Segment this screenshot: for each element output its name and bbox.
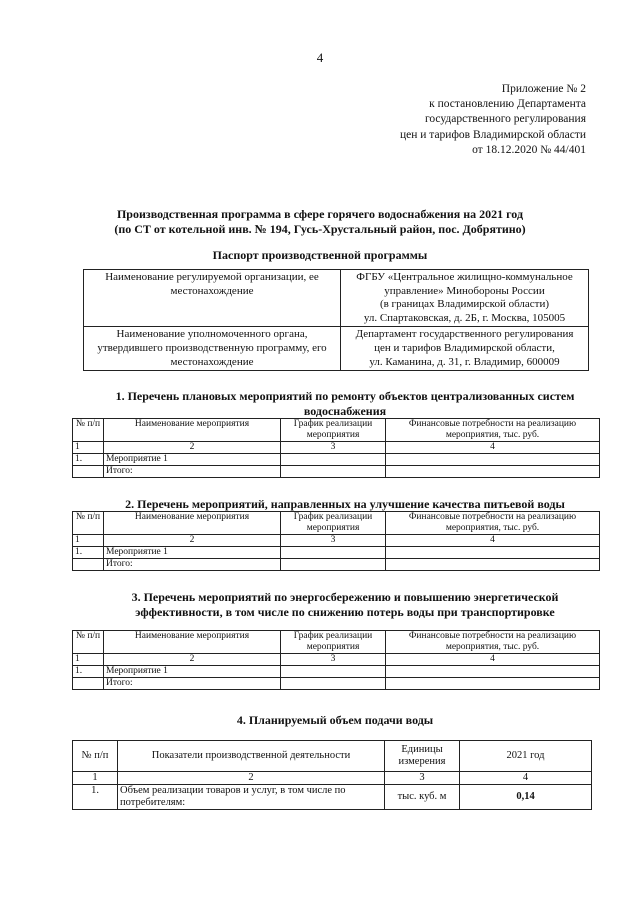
appendix-line: Приложение № 2: [501, 83, 586, 95]
col-header: График реализации мероприятия: [281, 512, 386, 535]
col-header: 2021 год: [460, 741, 592, 772]
col-header: Единицы измерения: [385, 741, 460, 772]
section4-table: [72, 740, 592, 810]
col-header: График реализации мероприятия: [281, 419, 386, 442]
col-header: Наименование мероприятия: [104, 512, 281, 535]
total-label: Итого:: [104, 559, 281, 571]
row-value: 0,14: [460, 785, 592, 810]
document-title: [0, 207, 640, 237]
empty-cell: [386, 466, 600, 478]
passport-label: Наименование уполномоченного органа, утвердившего производственную программу, его местонахождение: [84, 327, 341, 371]
section1-table: [72, 418, 600, 478]
appendix-line: цен и тарифов Владимирской области: [399, 128, 586, 141]
value-line: ул. Каманина, д. 31, г. Владимир, 600009: [369, 355, 560, 368]
col-number: 3: [281, 535, 386, 547]
empty-cell: [386, 547, 600, 559]
appendix-line: к постановлению Департамента: [429, 98, 586, 111]
appendix-note: [400, 82, 586, 158]
table-row: [73, 442, 600, 454]
col-header: Наименование мероприятия: [104, 631, 281, 654]
col-number: 2: [118, 772, 385, 785]
row-number: 1.: [73, 785, 118, 810]
empty-cell: [73, 466, 104, 478]
table-header-row: [73, 631, 600, 654]
empty-cell: [73, 559, 104, 571]
col-header: Финансовые потребности на реализацию мероприятия, тыс. руб.: [386, 419, 600, 442]
table-row: [73, 466, 600, 478]
empty-cell: [281, 666, 386, 678]
col-header: Финансовые потребности на реализацию мероприятия, тыс. руб.: [386, 512, 600, 535]
col-number: 4: [386, 654, 600, 666]
empty-cell: [386, 454, 600, 466]
col-header: Наименование мероприятия: [104, 419, 281, 442]
table-row: [73, 547, 600, 559]
appendix-line: государственного регулирования: [424, 113, 586, 126]
section3-table: [72, 630, 600, 690]
col-header: № п/п: [73, 512, 104, 535]
total-label: Итого:: [104, 466, 281, 478]
table-header-row: [73, 741, 592, 772]
col-header: Финансовые потребности на реализацию мероприятия, тыс. руб.: [386, 631, 600, 654]
table-row: [73, 666, 600, 678]
col-header: № п/п: [73, 631, 104, 654]
table-header-row: [73, 419, 600, 442]
section2-title: 2. Перечень мероприятий, направленных на улучшение качества питьевой воды: [125, 497, 565, 511]
passport-table: [83, 269, 589, 371]
empty-cell: [73, 678, 104, 690]
table-header-row: [73, 512, 600, 535]
row-number: 1.: [73, 547, 104, 559]
passport-value: [341, 327, 589, 371]
col-number: 4: [386, 535, 600, 547]
title-line: (по СТ от котельной инв. № 194, Гусь-Хрустальный район, пос. Добрятино): [114, 222, 526, 236]
section1-title: 1. Перечень плановых мероприятий по ремонту объектов централизованных систем водоснабжения: [115, 389, 575, 418]
empty-cell: [281, 547, 386, 559]
col-header: № п/п: [73, 741, 118, 772]
col-header: Показатели производственной деятельности: [118, 741, 385, 772]
row-number: 1.: [73, 454, 104, 466]
col-number: 1: [73, 535, 104, 547]
value-line: ул. Спартаковская, д. 2Б, г. Москва, 105005: [363, 311, 566, 324]
col-number: 4: [460, 772, 592, 785]
table-row: [84, 327, 589, 371]
col-number: 2: [104, 442, 281, 454]
row-name: Мероприятие 1: [104, 454, 281, 466]
empty-cell: [386, 666, 600, 678]
total-label: Итого:: [104, 678, 281, 690]
col-number: 1: [73, 654, 104, 666]
section2-table: [72, 511, 600, 571]
table-row: [73, 559, 600, 571]
row-number: 1.: [73, 666, 104, 678]
page-number: 4: [316, 50, 324, 65]
table-row: [73, 535, 600, 547]
table-row: [84, 270, 589, 327]
empty-cell: [386, 559, 600, 571]
empty-cell: [281, 559, 386, 571]
title-line: Производственная программа в сфере горячего водоснабжения на 2021 год: [116, 207, 524, 221]
passport-value: [341, 270, 589, 327]
col-number: 1: [73, 772, 118, 785]
empty-cell: [386, 678, 600, 690]
title-line: эффективности, в том числе по снижению потерь воды при транспортировке: [135, 605, 555, 619]
col-number: 3: [281, 654, 386, 666]
empty-cell: [281, 454, 386, 466]
empty-cell: [281, 466, 386, 478]
value-line: Департамент государственного регулирования: [355, 328, 574, 341]
col-header: График реализации мероприятия: [281, 631, 386, 654]
col-number: 4: [386, 442, 600, 454]
row-name: Объем реализации товаров и услуг, в том числе по потребителям:: [118, 785, 385, 810]
col-number: 2: [104, 654, 281, 666]
row-name: Мероприятие 1: [104, 547, 281, 559]
row-unit: тыс. куб. м: [385, 785, 460, 810]
title-line: 3. Перечень мероприятий по энергосбережению и повышению энергетической: [131, 590, 559, 604]
value-line: цен и тарифов Владимирской области,: [374, 341, 555, 354]
col-number: 1: [73, 442, 104, 454]
value-line: ФГБУ «Центральное жилищно-коммунальное: [356, 271, 573, 283]
passport-label: Наименование регулируемой организации, ее местонахождение: [84, 270, 341, 327]
table-row: [73, 454, 600, 466]
section3-title: [90, 590, 600, 620]
value-line: (в границах Владимирской области): [379, 298, 550, 311]
value-line: управление» Минобороны России: [384, 284, 545, 297]
empty-cell: [281, 678, 386, 690]
table-row: [73, 785, 592, 810]
table-row: [73, 772, 592, 785]
appendix-line: от 18.12.2020 № 44/401: [472, 143, 586, 156]
col-number: 3: [385, 772, 460, 785]
table-row: [73, 654, 600, 666]
row-name: Мероприятие 1: [104, 666, 281, 678]
passport-heading: Паспорт производственной программы: [212, 248, 428, 262]
col-number: 2: [104, 535, 281, 547]
col-number: 3: [281, 442, 386, 454]
section4-title: 4. Планируемый объем подачи воды: [236, 713, 434, 727]
table-row: [73, 678, 600, 690]
col-header: № п/п: [73, 419, 104, 442]
